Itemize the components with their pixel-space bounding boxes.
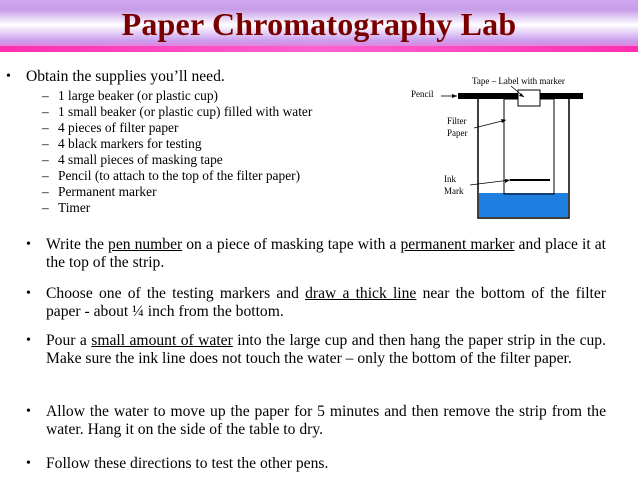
bullet-dot: • [26,237,31,252]
filter-caption-1: Filter [447,116,467,126]
ink-caption-1: Ink [444,174,456,184]
tape-caption: Tape – Label with marker [472,76,565,86]
bullet-dot: • [26,333,31,348]
ink-arrow [470,180,510,185]
bullet-dot: • [26,286,31,301]
filter-caption-2: Paper [447,128,468,138]
supply-item: – Pencil (to attach to the top of the filter paper) [42,168,301,183]
bullet-dot: • [26,404,31,419]
bullet-draw-line: • Choose one of the testing markers and draw a thick line near the bottom of the filter paper - about ¼ inch from the bottom. [26,285,606,320]
bullet-pour-water: • Pour a small amount of water into the large cup and then hang the paper strip in the cup. Make sure the ink line does not touch the water – only the bottom of the filter paper. [26,332,607,367]
page-title: Paper Chromatography Lab [121,6,517,42]
arrow-head-icon [452,94,457,98]
bullet-dot: • [6,69,11,84]
bullet-dot: • [26,456,31,471]
supply-item: – 4 pieces of filter paper [42,120,179,135]
supply-item: – Timer [42,200,91,215]
filter-arrow [474,120,506,128]
supply-item: – Permanent marker [42,184,157,199]
beaker-outline [478,99,569,218]
bullet-repeat: • Follow these directions to test the other pens. [26,455,329,472]
tape-arrow [511,86,524,97]
water-fill [479,193,568,217]
supply-item: – 4 small pieces of masking tape [42,152,223,167]
supply-item: – 1 large beaker (or plastic cup) [42,88,218,103]
arrow-head-icon [505,179,510,183]
pencil-caption: Pencil [411,89,434,99]
tape-label [518,90,540,106]
bullet-wait: • Allow the water to move up the paper for 5 minutes and then remove the strip from the water. Hang it on the side of the table to dry. [26,403,606,438]
bullet-supplies [6,68,366,86]
bullet-text: Obtain the supplies you’ll need. [26,68,225,85]
supply-item: – 4 black markers for testing [42,136,202,151]
arrow-head-icon [519,93,524,97]
ink-caption-2: Mark [444,186,464,196]
bullet-label-pen: • Write the pen number on a piece of masking tape with a permanent marker and place it at the top of the strip. [26,236,606,271]
pencil-bar [458,93,583,99]
filter-paper-strip [504,99,554,194]
arrow-head-icon [501,119,506,123]
supply-item: – 1 small beaker (or plastic cup) filled with water [42,104,313,119]
